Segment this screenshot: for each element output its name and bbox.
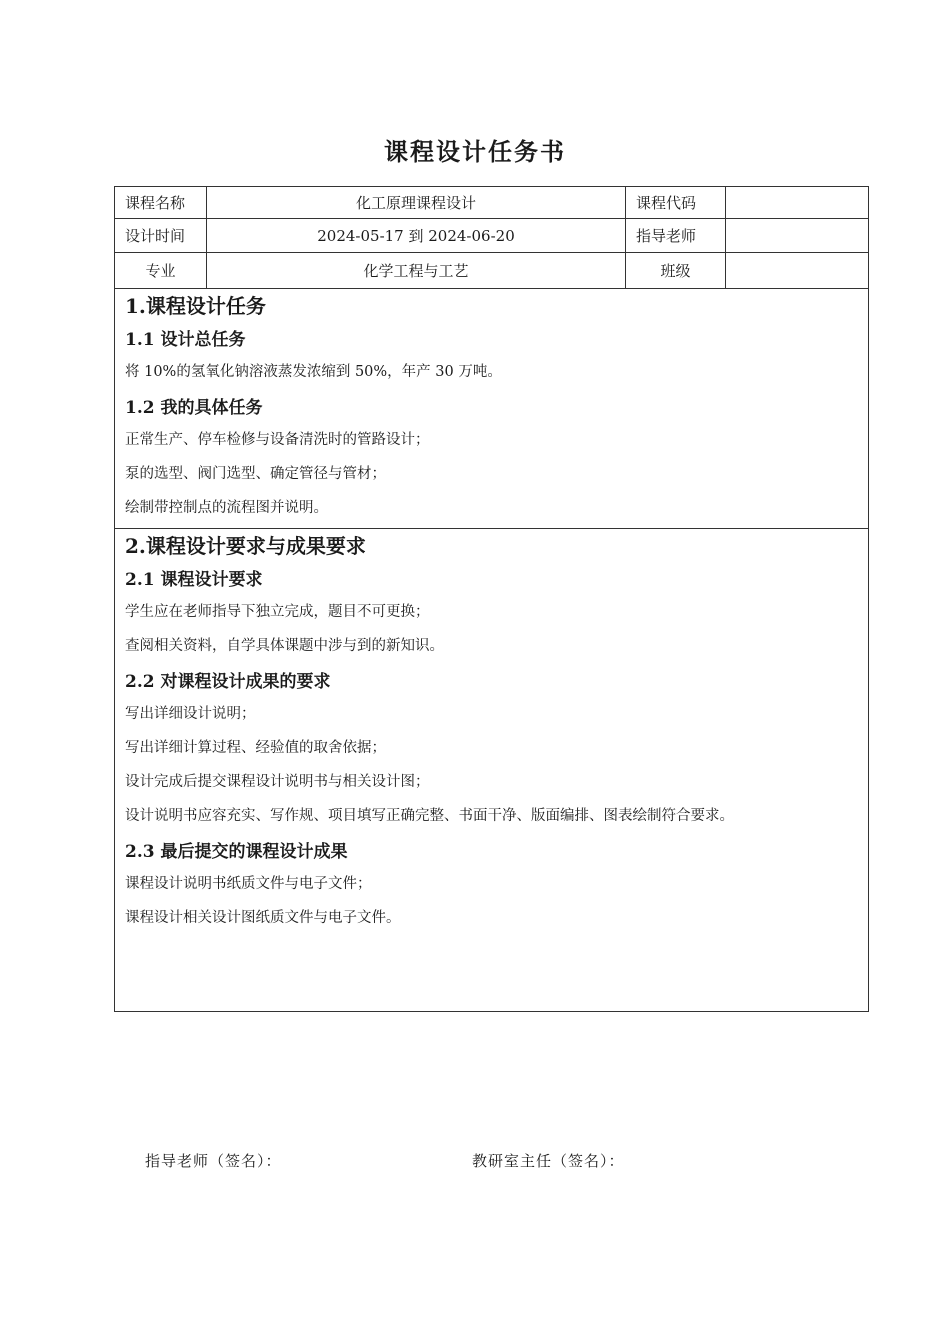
value-advisor [726, 219, 868, 252]
section1-heading: 1.课程设计任务 [125, 294, 266, 318]
task-sheet [114, 186, 869, 1012]
director-signature-label: 教研室主任（签名）： [472, 1152, 625, 1170]
label-design-time: 设计时间 [115, 219, 207, 252]
section2-2-line: 写出详细设计说明； [125, 706, 256, 722]
section1-2-line: 泵的选型、阀门选型、确定管径与管材； [125, 466, 386, 482]
value-course-name: 化工原理课程设计 [207, 187, 626, 218]
section2-2-line: 设计说明书应容充实、写作规、项目填写正确完整、书面干净、版面编排、图表绘制符合要求。 [125, 808, 734, 824]
section2-2-heading: 2.2 对课程设计成果的要求 [125, 672, 331, 692]
section2-2-line: 写出详细计算过程、经验值的取舍依据； [125, 740, 386, 756]
section1-1-heading: 1.1 设计总任务 [125, 330, 246, 350]
label-major: 专业 [115, 253, 207, 288]
section-design-task [115, 289, 868, 529]
section2-heading: 2.课程设计要求与成果要求 [125, 534, 366, 558]
label-advisor: 指导老师 [626, 219, 726, 252]
info-row-major [115, 253, 868, 289]
section2-1-line: 查阅相关资料，自学具体课题中涉与到的新知识。 [125, 638, 444, 654]
section-requirements [115, 529, 868, 1011]
value-major: 化学工程与工艺 [207, 253, 626, 288]
section1-2-heading: 1.2 我的具体任务 [125, 398, 263, 418]
value-class [726, 253, 868, 288]
section2-1-heading: 2.1 课程设计要求 [125, 570, 263, 590]
section1-1-line: 将 10%的氢氧化钠溶液蒸发浓缩到 50%，年产 30 万吨。 [125, 364, 502, 380]
section1-2-line: 绘制带控制点的流程图并说明。 [125, 500, 328, 516]
section2-1-line: 学生应在老师指导下独立完成，题目不可更换； [125, 604, 430, 620]
section2-3-line: 课程设计相关设计图纸质文件与电子文件。 [125, 910, 401, 926]
label-class: 班级 [626, 253, 726, 288]
section1-2-line: 正常生产、停车检修与设备清洗时的管路设计； [125, 432, 430, 448]
section2-3-heading: 2.3 最后提交的课程设计成果 [125, 842, 348, 862]
label-course-code: 课程代码 [626, 187, 726, 218]
info-row-course [115, 187, 868, 219]
value-design-time: 2024-05-17 到 2024-06-20 [207, 219, 626, 252]
info-row-time [115, 219, 868, 253]
document-title: 课程设计任务书 [384, 137, 566, 166]
section2-3-line: 课程设计说明书纸质文件与电子文件； [125, 876, 372, 892]
label-course-name: 课程名称 [115, 187, 207, 218]
section2-2-line: 设计完成后提交课程设计说明书与相关设计图； [125, 774, 430, 790]
value-course-code [726, 187, 868, 218]
advisor-signature-label: 指导老师（签名）： [145, 1152, 282, 1170]
